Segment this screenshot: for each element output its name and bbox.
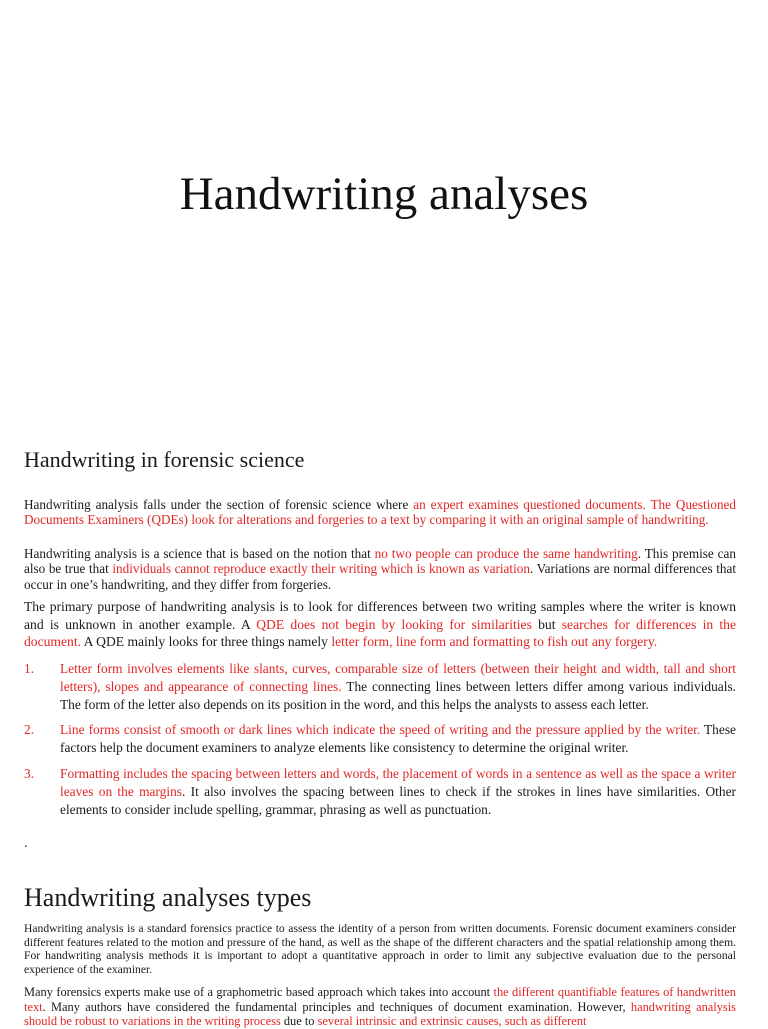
paragraph-purpose bbox=[24, 598, 736, 651]
body-text: The primary purpose of handwriting analysis is to look for differences between two writing samples where the writer is known and is unknown in another example. A bbox=[24, 599, 736, 632]
list-item bbox=[24, 660, 736, 714]
section-heading-forensic-science: Handwriting in forensic science bbox=[24, 447, 305, 472]
numbered-list-letter-form bbox=[24, 660, 736, 714]
slide-title: Handwriting analyses bbox=[179, 168, 589, 220]
highlighted-text: letter form, line form and formatting to fish out any forgery. bbox=[331, 634, 658, 649]
numbered-list-formatting bbox=[24, 765, 736, 819]
body-text: . This premise can also be true that bbox=[24, 546, 736, 577]
list-item-text bbox=[60, 766, 736, 817]
list-number: 3. bbox=[24, 766, 35, 781]
highlighted-text: an expert examines questioned documents. The Questioned Documents Examiners (QDEs) look for alterations and forgeries to a text by comparing it with an original sample of handwriting. bbox=[24, 497, 736, 528]
list-item-text bbox=[60, 661, 736, 712]
body-text: Handwriting analysis is a standard forensics practice to assess the identity of a person from written documents. Forensic document examiners consider different features related to the motion and pressure of the hand, as well as the shape of the different characters and the spatial relationship among them. For handwriting analysis methods it is important to adopt a quantitative approach in order to limit any subjective evaluation due to the personal experience of the examiner. bbox=[24, 922, 736, 976]
list-number: 2. bbox=[24, 722, 35, 737]
body-text: Handwriting analysis falls under the section of forensic science where bbox=[24, 497, 414, 512]
highlighted-text: Letter form involves elements like slants, curves, comparable size of letters (between their height and width, tall and short letters), slopes and appearance of connecting lines. bbox=[60, 661, 736, 694]
highlighted-text: Formatting includes the spacing between letters and words, the placement of words in a sentence as well as the space a writer leaves on the margins bbox=[60, 766, 736, 799]
paragraph-intro bbox=[24, 497, 736, 528]
list-item bbox=[24, 721, 736, 757]
highlighted-text: searches for differences in the document. bbox=[24, 616, 737, 649]
highlighted-text: Line forms consist of smooth or dark lines which indicate the speed of writing and the pressure applied by the writer. bbox=[60, 722, 701, 737]
highlighted-text: handwriting analysis should be robust to variations in the writing process bbox=[24, 999, 736, 1029]
highlighted-text: the different quantifiable features of handwritten text bbox=[24, 985, 736, 1014]
list-number: 1. bbox=[24, 661, 35, 676]
body-text: . Many authors have considered the fundamental principles and techniques of document examination. However, bbox=[42, 999, 631, 1014]
highlighted-text: QDE does not begin by looking for similarities bbox=[256, 616, 532, 632]
highlighted-text: individuals cannot reproduce exactly their writing which is known as variation bbox=[112, 561, 530, 577]
body-text: Many forensics experts make use of a graphometric based approach which takes into account bbox=[24, 985, 494, 999]
section-heading-analyses-types: Handwriting analyses types bbox=[24, 883, 312, 912]
trailing-dot: . bbox=[24, 836, 28, 851]
list-item-text bbox=[60, 722, 736, 755]
body-text: These factors help the document examiners to analyze elements like consistency to determine the original writer. bbox=[60, 722, 736, 755]
paragraph-standard-practice bbox=[24, 922, 736, 976]
body-text: due to bbox=[280, 1014, 318, 1029]
body-text: . It also involves the spacing between lines to check if the strokes in lines have similarities. Other elements to consider include spelling, grammar, phrasing as well as punctuation. bbox=[60, 784, 736, 817]
body-text: A QDE mainly looks for three things namely bbox=[81, 634, 332, 649]
paragraph-graphometric bbox=[24, 985, 736, 1029]
body-text: The connecting lines between letters differ among various individuals. The form of the letter also depends on its position in the word, and this helps the analysts to assess each letter. bbox=[60, 679, 737, 712]
numbered-list-line-form bbox=[24, 721, 736, 757]
highlighted-text: no two people can produce the same handwriting bbox=[374, 546, 638, 561]
list-item bbox=[24, 765, 736, 819]
body-text: . Variations are normal differences that occur in one’s handwriting, and they differ from forgeries. bbox=[24, 561, 736, 592]
paragraph-premise bbox=[24, 546, 736, 592]
body-text: but bbox=[531, 616, 562, 632]
highlighted-text: several intrinsic and extrinsic causes, such as different bbox=[317, 1014, 587, 1029]
body-text: Handwriting analysis is a science that is based on the notion that bbox=[24, 546, 375, 561]
